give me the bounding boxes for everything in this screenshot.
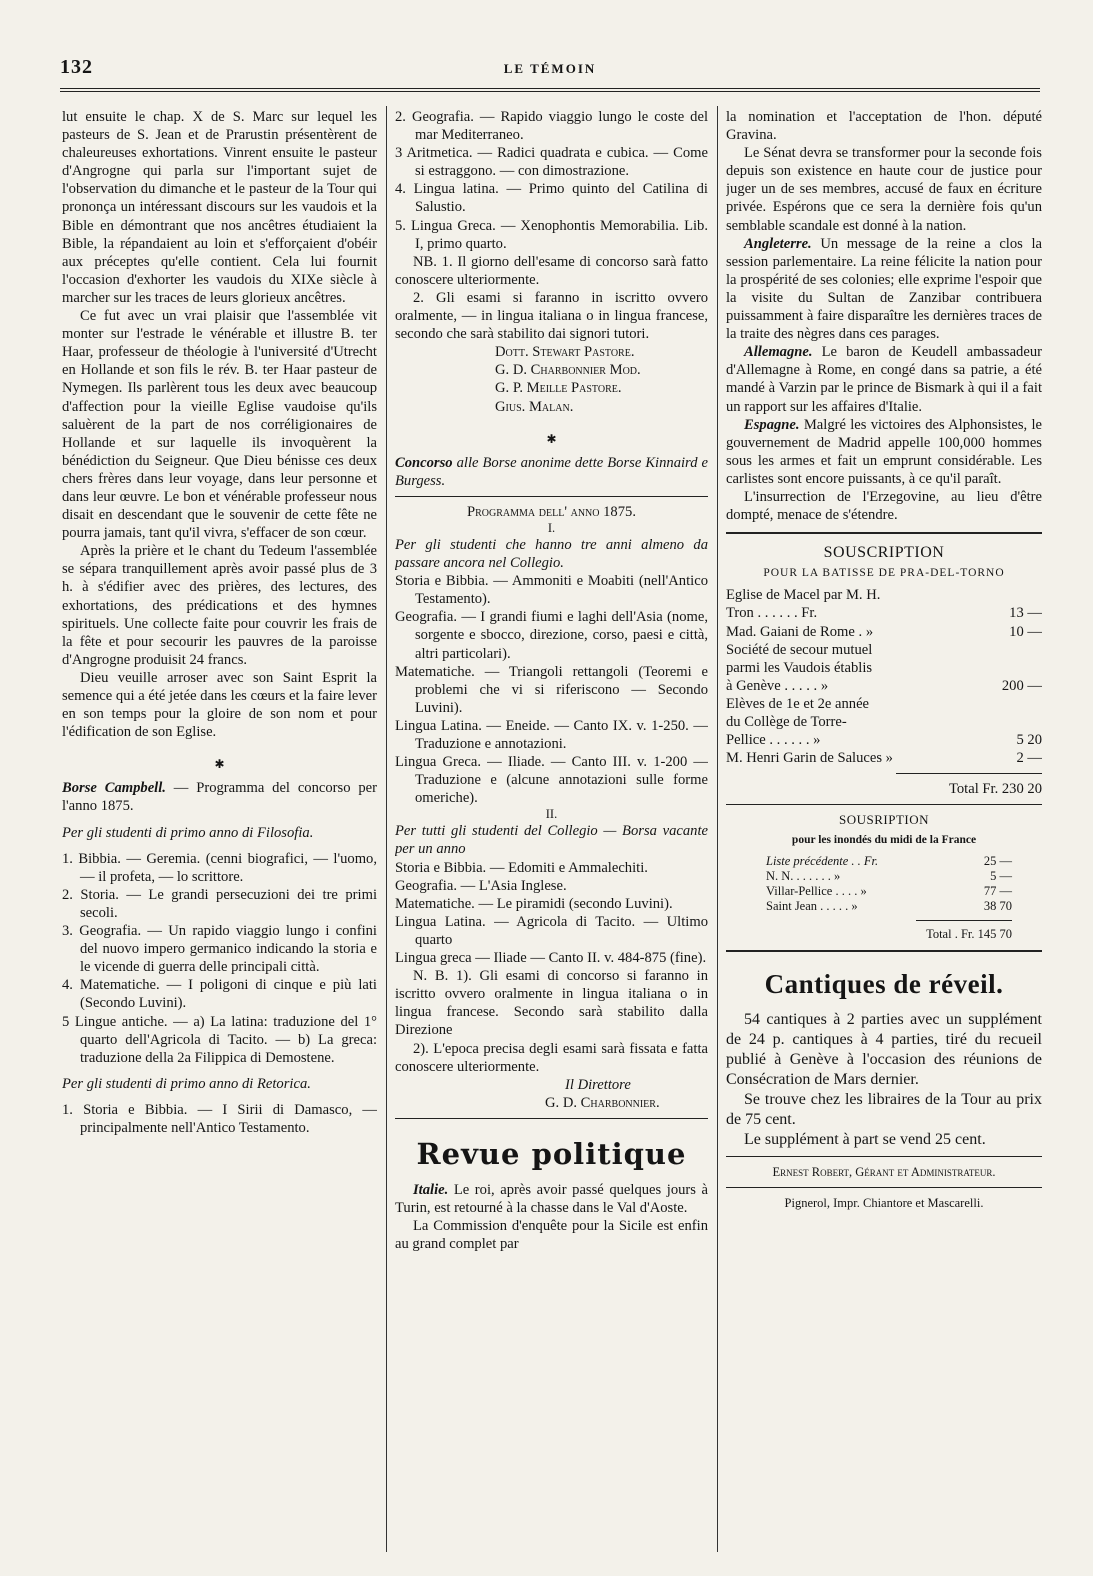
section-title: Concorso xyxy=(395,454,453,471)
page-header xyxy=(60,52,1040,84)
section-intro: alle Borse anonime dette Borse Kinnaird e Burgess. xyxy=(395,454,708,489)
subscription-row: parmi les Vaudois établis xyxy=(726,659,873,676)
paragraph: L'insurrection de l'Erzegovine, au lieu d'être dompté, menace de s'étendre. xyxy=(726,488,1042,524)
section-title: Borse Campbell. xyxy=(62,780,166,797)
subscription-title: SOUSRIPTION xyxy=(838,812,929,828)
list-item: Geografia. — L'Asia Inglese. xyxy=(395,877,567,894)
section-separator: ✱ xyxy=(546,431,557,446)
subscription-row: Pellice . . . . . . » 5 20 xyxy=(726,732,1042,749)
paragraph: Ce fut avec un vrai plaisir que l'assemblée vit monter sur l'estrade le vénérable et illustre B. ter Haar, professeur de théologie à l'université d'Utrecht en Hollande et son fils le rév. B. ter Haar pasteur de Nymegen. Ils parlèrent tous les deux avec beaucoup d'affection pour la vieille Eglise vaudoise qu'ils saluèrent de la part de nos corréligionaires de Hollande et sur laquelle ils invoquèrent la bénédiction du Seigneur. Que Dieu bénisse ces deux chers frères dans leur voyage, dans leur personne et dans leur œuvre. Le bon et vénérable professeur nous disait en descendant que le souvenir de cette fête ne pourra jamais, tant qu'il vivra, s'effacer de son cœur. xyxy=(62,308,377,542)
roman-numeral: I. xyxy=(547,520,556,535)
paragraph: Malgré les victoires des Alphonsistes, le gouvernement de Madrid appelle 100,000 hommes sous les armes et fait un emprunt considérable. Les carlistes sont encore puissants, à ce qu'il paraît. xyxy=(726,416,1042,487)
paragraph: Le roi, après avoir passé quelques jours à Turin, est retourné à la chasse dans le Val d'Aoste. xyxy=(395,1181,708,1216)
paragraph: Un message de la reine a clos la session parlementaire. La reine félicite la nation pour la prospérité de ses colonies; elle exprime l'espoir que la visite du Sultan de Zanzibar contribuera puissamment à faire disparaître les dernières traces de la traite des nègres dans ces parages. xyxy=(726,235,1042,343)
list-item: Storia e Bibbia. — Edomiti e Ammalechiti. xyxy=(395,859,648,876)
note: 2). L'epoca precisa degli esami sarà fissata e fatta conoscere ulteriormente. xyxy=(395,1040,708,1075)
subscription-row: Liste précédente . . Fr. 25 — xyxy=(766,853,1012,868)
list-item: Geografia. — I grandi fiumi e laghi dell'Asia (nome, sorgente e sbocco, direzione, corso, paesi e città, altri particolari). xyxy=(395,609,708,662)
list-item: 3. Geografia. — Un rapido viaggio lungo i confini del nuovo impero germanico indicando la storia e le vicende di guerra delle principali città. xyxy=(62,923,377,976)
section-intro: — Programma del concorso per l'anno 1875. xyxy=(62,780,377,815)
subsection-heading: Per tutti gli studenti del Collegio — Borsa vacante per un anno xyxy=(395,823,708,858)
subscription-row: Société de secour mutuel xyxy=(726,641,873,658)
note: N. B. 1). Gli esami di concorso si faranno in iscritto ovvero oralmente in lingua italiana o in lingua francese. Secondo sarà stabilito dalla Direzione xyxy=(395,968,708,1039)
list-item: Lingua Latina. — Eneide. — Canto IX. v. 1-250. — Traduzione e annotazioni. xyxy=(395,717,708,752)
paragraph: Le Sénat devra se transformer pour la seconde fois depuis son existence en haute cour de justice pour juger un de ses membres, accusé de faux en écriture privée. Espérons que ce sera la dernière fois qu'un semblable scandale est donné à la nation. xyxy=(726,145,1042,234)
note: 2. Gli esami si faranno in iscritto ovvero oralmente, — in lingua italiana o in lingua francese, secondo che sarà stabilito dai signori tutori. xyxy=(395,289,708,343)
paragraph: Se trouve chez les libraires de la Tour au prix de 75 cent. xyxy=(726,1090,1042,1128)
subscription-subtitle: pour les inondés du midi de la France xyxy=(791,834,977,847)
signer: G. D. Charbonnier Mod. xyxy=(495,362,641,379)
list-item: 1. Bibbia. — Geremia. (cenni biografici, — l'uomo, — il profeta, — lo scrittore. xyxy=(62,850,377,885)
list-item: Lingua greca — Iliade — Canto II. v. 484-875 (fine). xyxy=(395,950,707,967)
advert-title: Cantiques de réveil. xyxy=(764,968,1004,999)
list-item: 3 Aritmetica. — Radici quadrata e cubica. — Come si estraggono. — con dimostrazione. xyxy=(395,145,708,180)
list-item: 5 Lingue antiche. — a) La latina: traduzione del 1° quarto dell'Agricola di Tacito. — b) La greca: traduzione della 2a Filippica di Demostene. xyxy=(62,1013,377,1066)
list-item: 1. Storia e Bibbia. — I Sirii di Damasco, — principalmente nell'Antico Testamento. xyxy=(62,1101,377,1136)
list-item: Lingua Latina. — Agricola di Tacito. — Ultimo quarto xyxy=(395,913,708,948)
column-divider-2 xyxy=(717,106,718,1552)
list-item: Lingua Greca. — Iliade. — Canto III. v. 1-200 — Traduzione e (alcune annotazioni sulle forme omeriche). xyxy=(395,754,708,807)
column-2 xyxy=(395,108,708,1552)
country-label: Angleterre. xyxy=(744,235,812,252)
page-number: 132 xyxy=(60,56,93,78)
subscription-row: du Collège de Torre- xyxy=(726,714,847,730)
program-heading: Programma dell' anno 1875. xyxy=(467,503,636,520)
signer: Dott. Stewart Pastore. xyxy=(495,344,635,361)
subscription-row: Mad. Gaiani de Rome . » 10 — xyxy=(726,623,1042,640)
column-3 xyxy=(726,108,1042,1552)
list-item: 2. Storia. — Le grandi persecuzioni dei tre primi secoli. xyxy=(62,886,377,921)
subscription-total: Total . Fr. 145 70 xyxy=(926,926,1012,941)
paragraph: 54 cantiques à 2 parties avec un supplément de 24 p. cantiques à 4 parties, tiré du recueil publié à Genève à l'occasion des réunions de Consécration de Mars dernier. xyxy=(726,1010,1042,1088)
journal-title: LE TÉMOIN xyxy=(503,61,597,76)
subscription-row: à Genève . . . . . » 200 — xyxy=(726,677,1042,694)
list-item: 2. Geografia. — Rapido viaggio lungo le coste del mar Mediterraneo. xyxy=(395,109,708,144)
signature-label: Il Direttore xyxy=(565,1076,631,1093)
subsection-heading: Per gli studenti di primo anno di Retorica. xyxy=(62,1075,311,1092)
publisher-line: Ernest Robert, Gérant et Administrateur. xyxy=(772,1164,996,1179)
section-heading: Revue politique xyxy=(416,1136,687,1171)
subscription-row: Elèves de 1e et 2e année xyxy=(726,695,870,712)
section-separator: ✱ xyxy=(214,757,225,772)
column-1 xyxy=(62,108,377,1552)
subscription-title: SOUSCRIPTION xyxy=(823,544,945,562)
list-item: 4. Lingua latina. — Primo quinto del Catilina di Salustio. xyxy=(395,181,708,216)
paragraph: la nomination et l'acceptation de l'hon. député Gravina. xyxy=(726,109,1042,144)
subscription-row: Saint Jean . . . . . » 38 70 xyxy=(766,898,1012,913)
signer: Gius. Malan. xyxy=(495,398,574,415)
list-item: Matematiche. — Le piramidi (secondo Luvini). xyxy=(395,895,673,912)
paragraph: Après la prière et le chant du Tedeum l'assemblée se sépara tranquillement après avoir passé plus de 3 h. à s'édifier avec des prières, des lectures, des exhortations, des prédications et des hymnes spirituels. Une collecte faite pour couvrir les frais de la fête et pour secourir les pauvres de la paroisse d'Angrogne produisit 24 francs. xyxy=(62,543,377,668)
signature-name: G. D. Charbonnier. xyxy=(545,1094,660,1111)
signer: G. P. Meille Pastore. xyxy=(495,380,622,397)
country-label: Espagne. xyxy=(744,416,800,433)
subsection-heading: Per gli studenti di primo anno di Filosofia. xyxy=(62,824,314,841)
note: NB. 1. Il giorno dell'esame di concorso sarà fatto conoscere ulteriormente. xyxy=(395,253,708,288)
roman-numeral: II. xyxy=(545,807,558,822)
paragraph: Le baron de Keudell ambassadeur d'Allemagne à Rome, en congé dans sa patrie, a été mandé à Varzin par le prince de Bismark à qui il a fait un rapport sur les affaires d'Italie. xyxy=(726,344,1042,415)
list-item: 4. Matematiche. — I poligoni di cinque e più lati (Secondo Luvini). xyxy=(62,977,377,1012)
paragraph: Le supplément à part se vend 25 cent. xyxy=(744,1130,986,1148)
subscription-row: Eglise de Macel par M. H. xyxy=(726,587,881,604)
printer-line: Pignerol, Impr. Chiantore et Mascarelli. xyxy=(784,1195,984,1210)
list-item: Storia e Bibbia. — Ammoniti e Moabiti (nell'Antico Testamento). xyxy=(395,573,708,608)
paragraph: lut ensuite le chap. X de S. Marc sur lequel les pasteurs de S. Jean et de Prarustin présentèrent de chaleureuses exhortations. Vinrent ensuite le pasteur d'Angrogne qui parla sur l'important sujet de l'observation du dimanche et le pasteur de la Tour qui prononça un intéressant discours sur les vaudois et la Bible en démontrant que nos ancêtres étudiaient la Bible, la répandaient au loin et s'efforçaient d'obéir aux préceptes qu'elle contient. Cela lui fournit l'occasion d'exhorter les vaudois du XIXe siècle à marcher sur les traces de leurs glorieux ancêtres. xyxy=(62,109,377,306)
subscription-row: M. Henri Garin de Saluces » 2 — xyxy=(726,750,1042,767)
subscription-subtitle: POUR LA BATISSE DE PRA-DEL-TORNO xyxy=(763,567,1005,580)
subscription-row: Villar-Pellice . . . . » 77 — xyxy=(766,883,1012,898)
column-divider-1 xyxy=(386,106,387,1552)
paragraph: La Commission d'enquête pour la Sicile est enfin au grand complet par xyxy=(395,1218,708,1253)
list-item: 5. Lingua Greca. — Xenophontis Memorabilia. Lib. I, primo quarto. xyxy=(395,217,708,252)
country-label: Allemagne. xyxy=(744,344,813,361)
subscription-row: N. N. . . . . . . » 5 — xyxy=(766,868,1012,883)
country-label: Italie. xyxy=(413,1181,449,1198)
list-item: Matematiche. — Triangoli rettangoli (Teoremi e problemi che vi si riferiscono — Secondo Luvini). xyxy=(395,663,708,716)
header-rule xyxy=(60,88,1040,92)
subscription-total: Total Fr. 230 20 xyxy=(948,781,1042,798)
subscription-row: Tron . . . . . . Fr. 13 — xyxy=(726,605,1042,622)
paragraph: Dieu veuille arroser avec son Saint Esprit la semence qui a été jetée dans les cœurs et la faire lever en son temps pour la gloire de son nom et pour l'édification de son Eglise. xyxy=(62,669,377,741)
subsection-heading: Per gli studenti che hanno tre anni almeno da passare ancora nel Collegio. xyxy=(395,536,708,572)
